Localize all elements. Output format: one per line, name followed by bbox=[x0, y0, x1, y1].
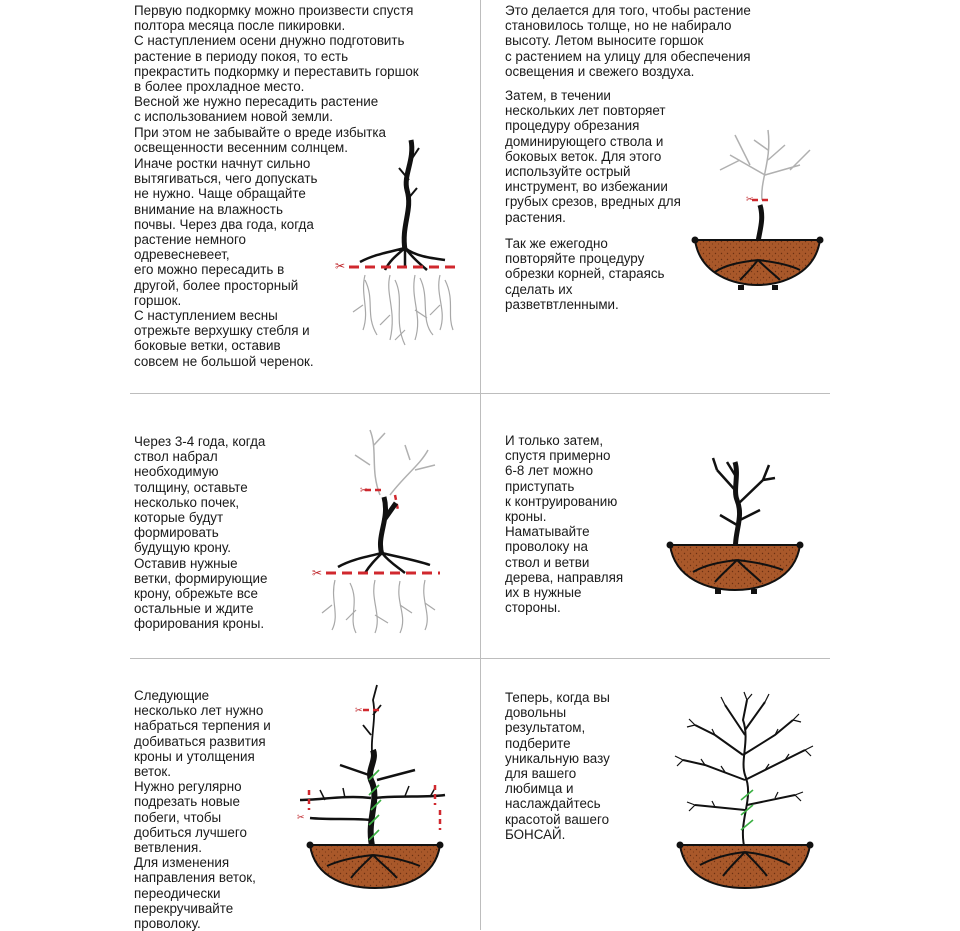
panel-2-paragraph: Так же ежегодно повторяйте процедуру обрезки корней, стараясь сделать их разветвтленными. bbox=[505, 236, 665, 312]
panel-5-paragraph: Следующие несколько лет нужно набраться терпения и добиваться развития кроны и утолщения веток. Нужно регулярно подрезать новые побеги, чтобы добиться лучшего ветвления. Для изменения направления веток, переодически перекручивайте проволоку. bbox=[134, 688, 271, 931]
wired-tree-shaping-illustration bbox=[665, 450, 805, 600]
seedling-root-pruning-illustration bbox=[335, 130, 470, 360]
panel-2-text-top bbox=[505, 3, 825, 79]
crown-bud-pruning-illustration bbox=[310, 425, 460, 635]
panel-3-paragraph: Через 3-4 года, когда ствол набрал необходимую толщину, оставьте несколько почек, которые будут формировать будущую крону. Оставив нужные ветки, формирующие крону, обрежьте все остальные и ждите форирования кроны. bbox=[134, 434, 268, 632]
svg-text:✂: ✂ bbox=[297, 812, 305, 822]
panel-2-paragraph: Затем, в течении нескольких лет повторяет процедуру обрезания доминирующего ствола и боковых веток. Для этого используйте острый инструмент, во избежании грубых срезов, вредных для растения. bbox=[505, 88, 681, 225]
panel-1-paragraph: Первую подкормку можно произвести спустя полтора месяца после пикировки. bbox=[134, 3, 414, 34]
svg-text:✂: ✂ bbox=[355, 705, 363, 715]
finished-bonsai-illustration bbox=[665, 680, 825, 895]
svg-text:✂: ✂ bbox=[746, 194, 754, 204]
panel-6-paragraph: Теперь, когда вы довольны результатом, подберите уникальную вазу для вашего любимца и наслаждайтесь красотой вашего БОНСАЙ. bbox=[505, 690, 610, 842]
panel-4-text bbox=[505, 433, 655, 615]
panel-1-text-bottom bbox=[134, 156, 364, 369]
panel-1-paragraph: Весной же нужно пересадить растение с использованием новой земли. bbox=[134, 94, 379, 125]
branch-thinning-illustration bbox=[285, 680, 475, 895]
horizontal-divider-bottom bbox=[130, 658, 830, 659]
panel-1-paragraph: При этом не забывайте о вреде избытка освещенности весенним солнцем. bbox=[134, 124, 387, 155]
panel-4-paragraph: И только затем, спустя примерно 6-8 лет можно приступать к контруированию кроны. Наматывайте проволоку на ствол и ветви дерева, направляя их в нужные стороны. bbox=[505, 433, 624, 616]
svg-text:✂: ✂ bbox=[335, 259, 346, 273]
panel-5-text bbox=[134, 688, 294, 931]
panel-2-text-middle bbox=[505, 88, 720, 225]
vertical-divider bbox=[480, 0, 481, 930]
svg-text:✂: ✂ bbox=[312, 566, 323, 580]
panel-6-text bbox=[505, 690, 655, 842]
panel-1-paragraph: С наступлением весны отрежьте верхушку стебля и боковые ветки, оставив совсем не большой черенок. bbox=[134, 308, 314, 369]
potted-young-tree-pruning-illustration bbox=[690, 120, 825, 295]
panel-2-paragraph: Это делается для того, чтобы растение становилось толще, но не набирало высоту. Летом выносите горшок с растением на улицу для обеспечения освещения и свежего воздуха. bbox=[505, 3, 751, 79]
panel-3-text bbox=[134, 434, 314, 632]
horizontal-divider-top bbox=[130, 393, 830, 394]
panel-1-paragraph: Иначе ростки начнут сильно вытягиваться, чего допускать не нужно. Чаще обращайте внимание на влажность почвы. Через два года, когда растение немного одревесневеет, его можно пересадить в другой, более просторный горшок. bbox=[134, 156, 318, 308]
panel-1-paragraph: С наступлением осени днужно подготовить растение в периоду покоя, то есть прекрастить подкормку и переставить горшок в более прохладное место. bbox=[134, 33, 419, 95]
panel-2-text-bottom bbox=[505, 236, 720, 312]
svg-text:✂: ✂ bbox=[360, 485, 368, 495]
